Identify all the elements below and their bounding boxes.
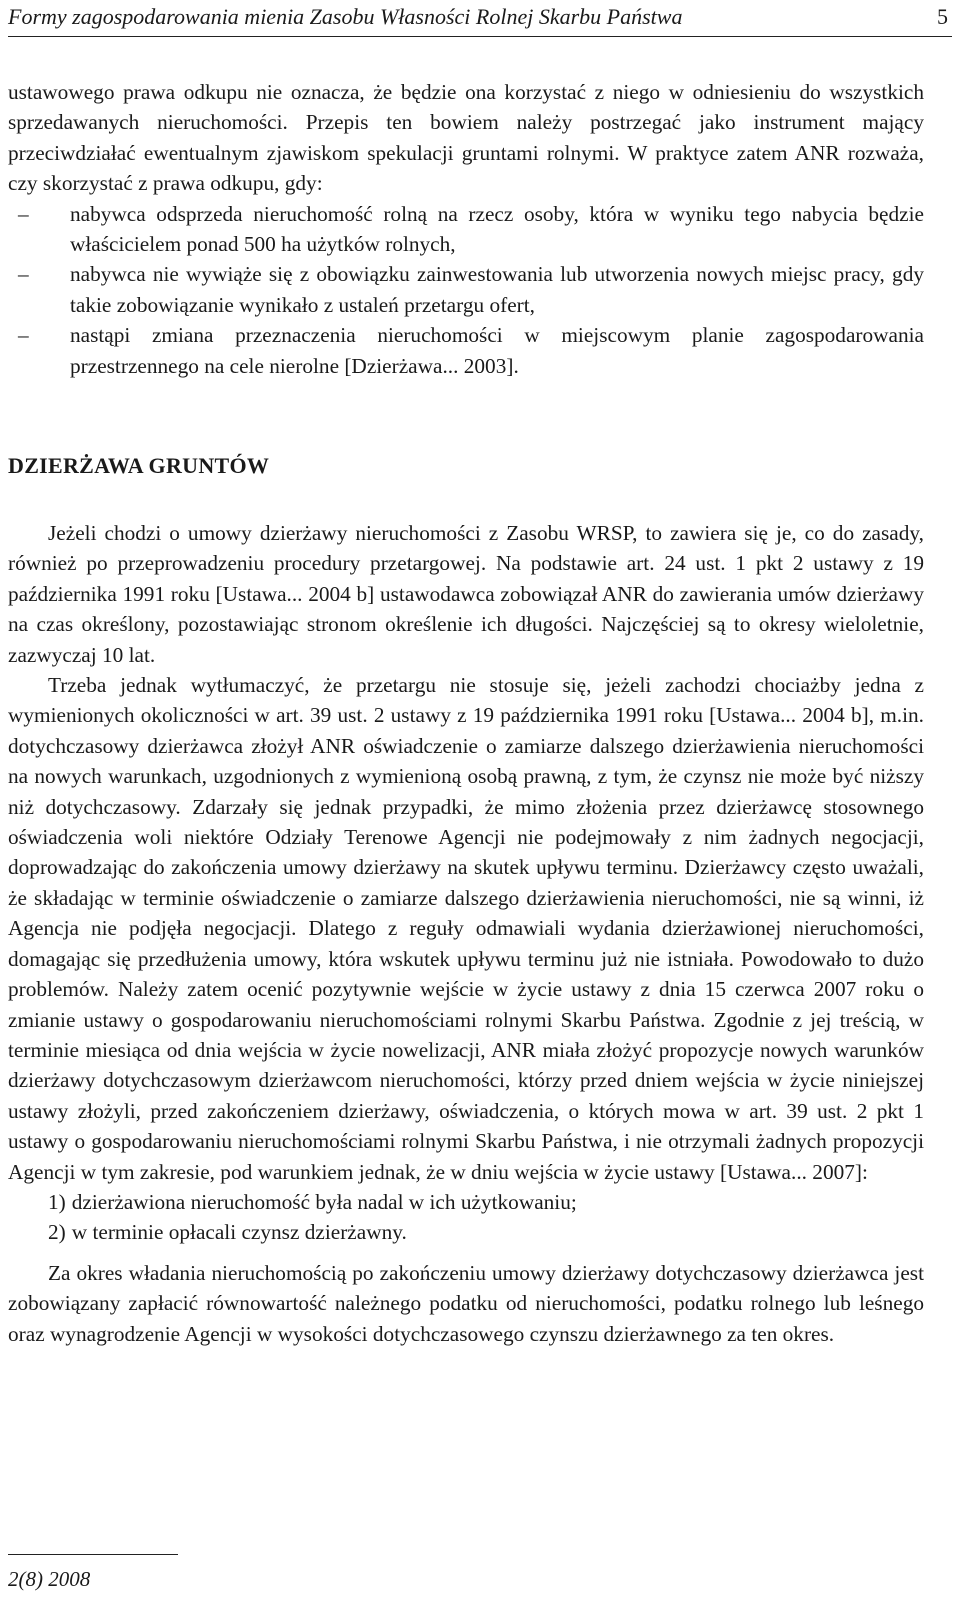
page-number: 5 (937, 4, 948, 29)
condition-item: – nabywca odsprzeda nieruchomość rolną na rzecz osoby, która w wyniku tego nabycia będzie właścicielem ponad 500 ha użytków rolnych, (8, 199, 924, 260)
running-footer (8, 1554, 178, 1595)
numbered-item (48, 1217, 924, 1247)
condition-item: – nabywca nie wywiąże się z obowiązku zainwestowania lub utworzenia nowych miejsc pracy, gdy takie zobowiązanie wynikało z ustaleń przetargu ofert, (8, 259, 924, 320)
issue-number: 2(8) 2008 (8, 1567, 91, 1591)
paragraph-gap (8, 1248, 924, 1258)
item-text: dzierżawiona nieruchomość była nadal w ich użytkowaniu; (71, 1189, 577, 1214)
numbered-item (48, 1187, 924, 1217)
conditions-numbered-list (8, 1187, 924, 1248)
paragraph-tender-exception: Trzeba jednak wytłumaczyć, że przetargu nie stosuje się, jeżeli zachodzi chociażby jedna z wymienionych okoliczności w art. 39 ust. 2 ustawy z 19 października 1991 roku [Ustawa... 2004 b], m.in. dotychczasowy dzierżawca złożył ANR oświadczenie o zamiarze dalszego dzierżawienia nieruchomości na nowych warunkach, uzgodnionych z wymienioną osobą prawną, z tym, że czynsz nie może być niższy niż dotychczasowy. Zdarzały się jednak przypadki, że mimo złożenia przez dzierżawcę stosownego oświadczenia woli niektóre Odziały Terenowe Agencji nie podejmowały z nim żadnych negocjacji, doprowadzając do zakończenia umowy dzierżawy na skutek upływu terminu. Dzierżawcy często uważali, że składając w terminie oświadczenie o zamiarze dalszego dzierżawienia nieruchomości, nie są winni, iż Agencja nie podjęła negocjacji. Dlatego z reguły odmawiali wydania dzierżawionej nieruchomości, domagając się przedłużenia umowy, która wskutek upływu terminu już nie istniała. Powodowało to dużo problemów. Należy zatem ocenić pozytywnie wejście w życie ustawy z dnia 15 czerwca 2007 roku o zmianie ustawy o gospodarowaniu nieruchomościami rolnymi Skarbu Państwa. Zgodnie z jej treścią, w terminie miesiąca od dnia wejścia w życie nowelizacji, ANR miała złożyć propozycje nowych warunków dzierżawy dotychczasowym dzierżawcom nieruchomości, którzy przed dniem wejścia w życie niniejszej ustawy złożyli, przed zakończeniem dzierżawy, oświadczenia, o których mowa w art. 39 ust. 2 pkt 1 ustawy o gospodarowaniu nieruchomościami rolnymi Skarbu Państwa, i nie otrzymali żadnych propozycji Agencji w tym zakresie, pod warunkiem jednak, że w dniu wejścia w życie ustawy [Ustawa... 2007]: (8, 673, 924, 1184)
condition-list (8, 199, 924, 381)
section-heading: DZIERŻAWA GRUNTÓW (8, 453, 270, 478)
item-text: w terminie opłacali czynsz dzierżawny. (71, 1220, 407, 1245)
item-number: 2) (48, 1220, 66, 1245)
paragraph-lease-basics: Jeżeli chodzi o umowy dzierżawy nieruchomości z Zasobu WRSP, to zawiera się je, co do zasady, również po przeprowadzeniu procedury przetargowej. Na podstawie art. 24 ust. 1 pkt 2 ustawy z 19 października 1991 roku [Ustawa... 2004 b] ustawodawca zobowiązał ANR do zawierania umów dzierżawy na czas określony, pozostawiając stronom określenie ich długości. Najczęściej są to okresy wieloletnie, zazwyczaj 10 lat. (8, 521, 924, 667)
running-title: Formy zagospodarowania mienia Zasobu Własności Rolnej Skarbu Państwa (8, 4, 683, 29)
paragraph-post-lease: Za okres władania nieruchomością po zakończeniu umowy dzierżawy dotychczasowy dzierżawca jest zobowiązany zapłacić równowartość należnego podatku od nieruchomości, podatku rolnego lub leśnego oraz wynagrodzenie Agencji w wysokości dotychczasowego czynszu dzierżawnego za ten okres. (8, 1260, 924, 1346)
intro-paragraph: ustawowego prawa odkupu nie oznacza, że będzie ona korzystać z niego w odniesieniu do wszystkich sprzedawanych nieruchomości. Przepis ten bowiem należy postrzegać jako instrument mający przeciwdziałać ewentualnym zjawiskom spekulacji gruntami rolnymi. W praktyce zatem ANR rozważa, czy skorzystać z prawa odkupu, gdy: (8, 80, 924, 196)
section-body (8, 518, 924, 1349)
item-number: 1) (48, 1189, 66, 1214)
condition-item: – nastąpi zmiana przeznaczenia nieruchomości w miejscowym planie zagospodarowania przestrzennego na cele nierolne [Dzierżawa... 2003]. (8, 320, 924, 381)
running-header (8, 2, 952, 37)
intro-block (8, 77, 924, 381)
